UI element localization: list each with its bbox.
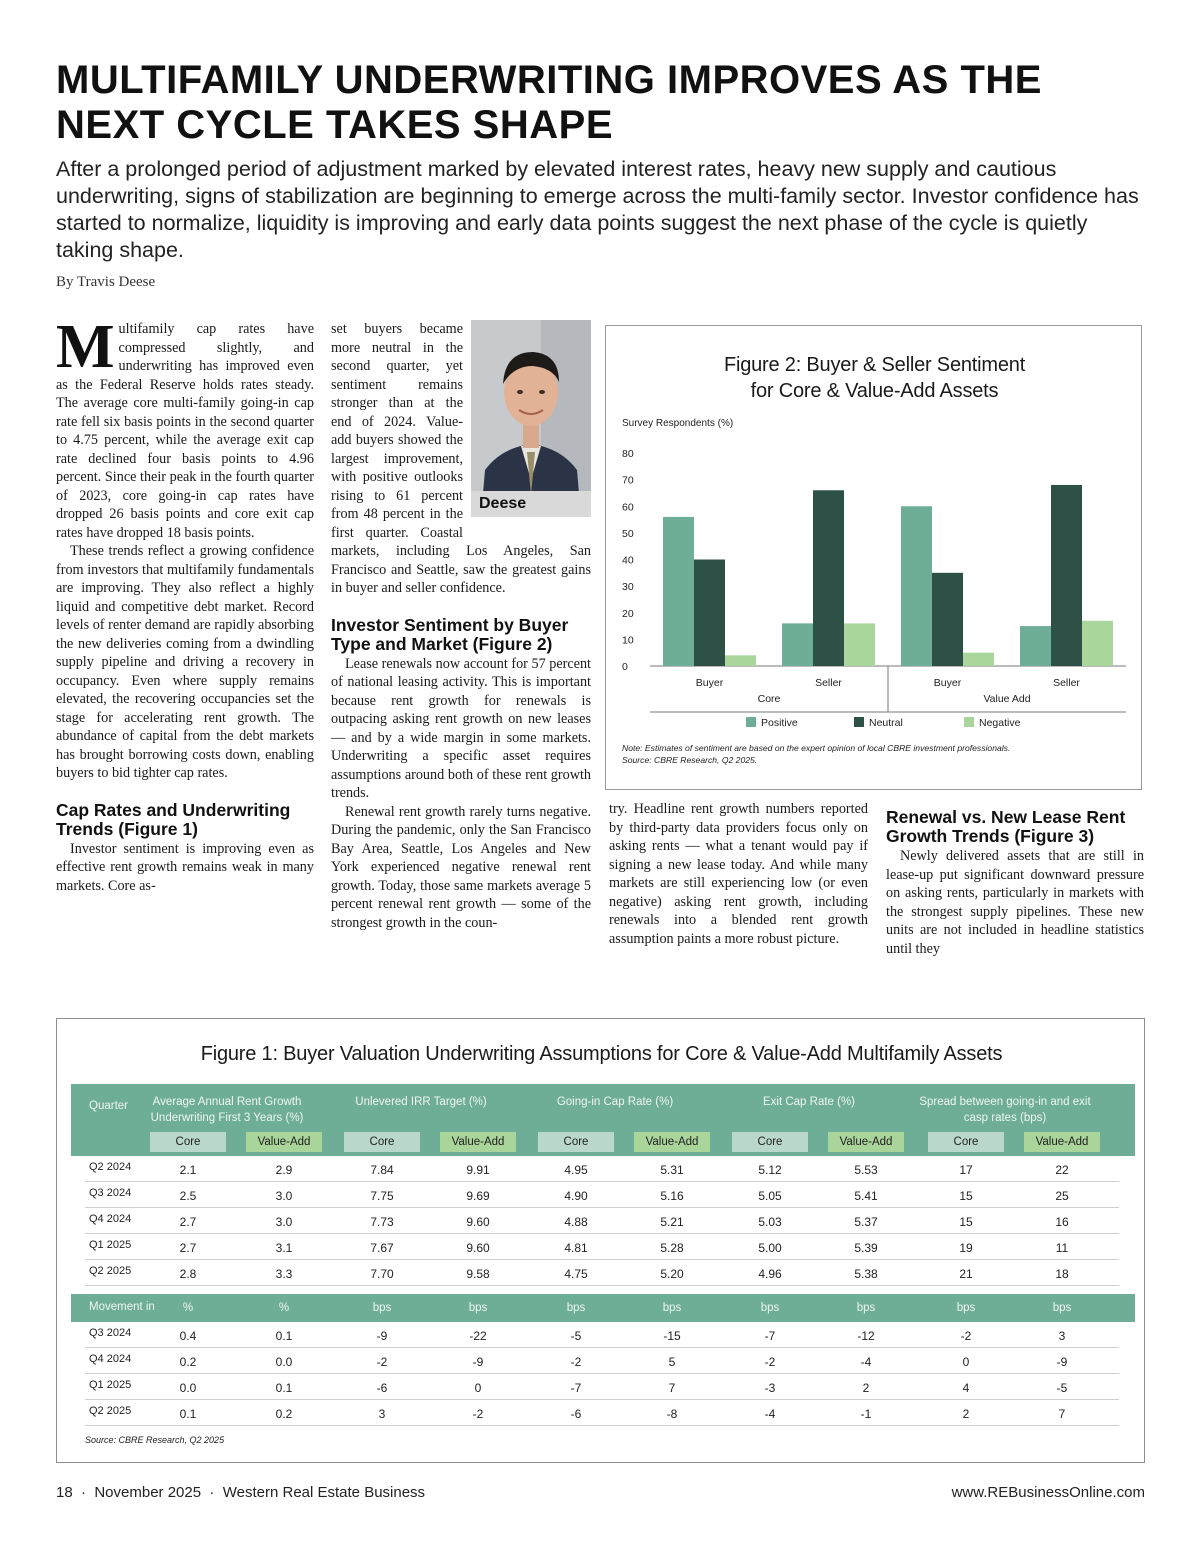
y-tick-label: 30: [622, 581, 634, 594]
table-cell: -1: [860, 1407, 872, 1421]
table-cell: -9: [472, 1355, 484, 1369]
header-value-add: Value-Add: [246, 1132, 322, 1152]
table-cell: 2: [862, 1381, 870, 1395]
table-cell: 9.91: [466, 1163, 490, 1177]
x-tick-label: Buyer: [695, 677, 724, 689]
paragraph-4: Lease renewals now account for 57 percent of national leasing activity. This is important because rent growth for renewals is outpacing asking rent growth on new leases — and by a wide margin in some markets. Underwriting a specific asset requires assumptions around both of these rent growth trends.: [331, 655, 591, 801]
table-cell: 25: [1055, 1189, 1069, 1203]
column-4: [886, 808, 1144, 958]
movement-unit: bps: [566, 1302, 586, 1314]
row-quarter: Q3 2024: [89, 1327, 132, 1339]
legend-swatch-neutral: [854, 717, 864, 727]
table-cell: 5.05: [758, 1189, 782, 1203]
table-cell: -5: [570, 1329, 582, 1343]
movement-header: [71, 1294, 1135, 1322]
table-cell: -15: [663, 1329, 681, 1343]
table-cell: 0.1: [179, 1407, 197, 1421]
movement-unit: bps: [662, 1302, 682, 1314]
x-tick-label: Buyer: [933, 677, 962, 689]
table-cell: 3.1: [275, 1241, 293, 1255]
y-tick-label: 20: [622, 607, 634, 620]
underwriting-table: [71, 1084, 1135, 1426]
y-tick-label: 10: [622, 634, 634, 647]
table-cell: -12: [857, 1329, 875, 1343]
table-cell: 17: [959, 1163, 973, 1177]
legend-swatch-negative: [964, 717, 974, 727]
table-cell: 5.16: [660, 1189, 684, 1203]
bar-positive-1: [663, 517, 694, 666]
table-cell: 3: [378, 1407, 386, 1421]
table-cell: -7: [764, 1329, 776, 1343]
subhead-renewal: Renewal vs. New Lease Rent Growth Trends (Figure 3): [886, 807, 1126, 846]
table-cell: -2: [960, 1329, 972, 1343]
table-cell: 9.58: [466, 1267, 490, 1281]
row-quarter: Q1 2025: [89, 1239, 132, 1251]
table-cell: 2: [962, 1407, 970, 1421]
dropcap: M: [56, 313, 115, 381]
table-cell: 2.9: [275, 1163, 293, 1177]
byline: By Travis Deese: [56, 274, 156, 290]
movement-unit: bps: [956, 1302, 976, 1314]
figure-2-chart: [605, 325, 1142, 790]
table-cell: 15: [959, 1189, 973, 1203]
table-cell: -6: [570, 1407, 582, 1421]
table-cell: -22: [469, 1329, 487, 1343]
bar-neutral-3: [932, 573, 963, 666]
bar-positive-4: [1020, 626, 1051, 666]
bar-neutral-4: [1051, 485, 1082, 666]
movement-unit: %: [278, 1302, 290, 1314]
row-quarter: Q2 2025: [89, 1265, 132, 1277]
header-core: Core: [732, 1132, 808, 1152]
paragraph-5: Renewal rent growth rarely turns negative. During the pandemic, only the San Francisco Bay Area, Seattle, Los Angeles and New York experienced negative renewal rent growth. Today, those same markets average 5 percent renewal rent growth — some of the strongest growth in the coun-: [331, 803, 591, 931]
author-photo: [471, 320, 591, 517]
table-cell: 0.1: [275, 1329, 293, 1343]
column-1: [56, 313, 314, 895]
paragraph-5-continued: try. Headline rent growth numbers reported by third-party data providers focus only on asking rents — what a tenant would pay if signing a new lease today. And while many markets are still experiencing low (or even negative) asking rent growth, including renewals into a blended rent growth assumption paints a more robust picture.: [609, 801, 868, 947]
header-group: Spread between going-in and exit casp rates (bps): [919, 1096, 1091, 1124]
table-cell: 19: [959, 1241, 973, 1255]
table-row: [71, 1234, 1135, 1260]
table-cell: 5: [668, 1355, 676, 1369]
table-row: [71, 1374, 1135, 1400]
table-cell: 5.37: [854, 1215, 878, 1229]
table-cell: 3.0: [275, 1215, 293, 1229]
bar-neutral-1: [694, 560, 725, 667]
footer-url[interactable]: www.REBusinessOnline.com: [951, 1484, 1145, 1501]
chart-plot: [606, 326, 1143, 791]
table-cell: 0.2: [275, 1407, 293, 1421]
group-label: Core: [757, 693, 781, 705]
table-cell: 0.1: [275, 1381, 293, 1395]
table-cell: 18: [1055, 1267, 1069, 1281]
row-quarter: Q2 2024: [89, 1161, 132, 1173]
portrait-image: [471, 320, 591, 517]
x-tick-label: Seller: [815, 677, 842, 689]
header-group: Unlevered IRR Target (%): [355, 1096, 487, 1108]
bar-negative-2: [844, 623, 875, 666]
table-cell: 0.4: [179, 1329, 197, 1343]
deck: After a prolonged period of adjustment marked by elevated interest rates, heavy new supply and cautious underwriting, signs of stabilization are beginning to emerge across the multi-family sector. Investor confidence has started to normalize, liquidity is improving and early data points suggest the next phase of the cycle is quietly taking shape.: [56, 157, 1139, 262]
table-cell: -2: [376, 1355, 388, 1369]
table-cell: 4.96: [758, 1267, 782, 1281]
table-cell: 7.75: [370, 1189, 394, 1203]
row-divider: [85, 1285, 1119, 1286]
table-cell: 4.75: [564, 1267, 588, 1281]
footer-left: 18 · November 2025 · Western Real Estate Business: [56, 1484, 426, 1501]
paragraph-3: Investor sentiment is improving even as effective rent growth remains weak in many markets. Core as-: [56, 840, 314, 894]
table-cell: 5.12: [758, 1163, 782, 1177]
header-quarter: Quarter: [89, 1100, 128, 1112]
table-cell: 4: [962, 1381, 970, 1395]
y-tick-label: 40: [622, 554, 634, 567]
table-cell: 5.31: [660, 1163, 684, 1177]
row-quarter: Q4 2024: [89, 1353, 132, 1365]
bar-neutral-2: [813, 490, 844, 666]
movement-unit: bps: [372, 1302, 392, 1314]
table-cell: 5.39: [854, 1241, 878, 1255]
y-tick-label: 70: [622, 474, 634, 487]
paragraph-6: Newly delivered assets that are still in lease-up put significant downward pressure on asking rents, particularly in markets with the strongest supply pipelines. These new units are not included in headline statistics until they: [886, 848, 1144, 957]
row-quarter: Q3 2024: [89, 1187, 132, 1199]
table-cell: 7.70: [370, 1267, 394, 1281]
movement-unit: bps: [856, 1302, 876, 1314]
table-cell: 11: [1055, 1241, 1069, 1255]
table-cell: 5.03: [758, 1215, 782, 1229]
headline: MULTIFAMILY UNDERWRITING IMPROVES AS THE NEXT CYCLE TAKES SHAPE: [56, 58, 1042, 147]
y-tick-label: 60: [622, 501, 634, 514]
chart-title-line-2: for Core & Value-Add Assets: [750, 380, 999, 402]
legend-label-neutral: Neutral: [869, 717, 903, 729]
table-cell: -7: [570, 1381, 582, 1395]
table-cell: 0: [962, 1355, 970, 1369]
movement-unit: bps: [760, 1302, 780, 1314]
table-cell: -6: [376, 1381, 388, 1395]
header-value-add: Value-Add: [1024, 1132, 1100, 1152]
table-row: [71, 1182, 1135, 1208]
legend-label-positive: Positive: [761, 717, 798, 729]
subhead-cap-rates: Cap Rates and Underwriting Trends (Figure 1): [56, 799, 291, 839]
chart-title-line-1: Figure 2: Buyer & Seller Sentiment: [723, 354, 1026, 376]
subhead-investor-sentiment: Investor Sentiment by Buyer Type and Market (Figure 2): [331, 614, 569, 654]
header-group: Average Annual Rent Growth Underwriting First 3 Years (%): [150, 1096, 304, 1124]
header-group: Going-in Cap Rate (%): [556, 1096, 674, 1108]
table-cell: 5.41: [854, 1189, 878, 1203]
table-cell: -2: [472, 1407, 484, 1421]
table-cell: 4.81: [564, 1241, 588, 1255]
table-cell: -5: [1056, 1381, 1068, 1395]
table-cell: 4.88: [564, 1215, 588, 1229]
table-cell: -9: [376, 1329, 388, 1343]
movement-label: Movement in: [89, 1301, 155, 1313]
table-cell: 2.8: [179, 1267, 197, 1281]
movement-unit: bps: [1052, 1302, 1072, 1314]
table-cell: 5.53: [854, 1163, 878, 1177]
table-cell: 5.38: [854, 1267, 878, 1281]
table-cell: 3.0: [275, 1189, 293, 1203]
table-row: [71, 1260, 1135, 1286]
row-quarter: Q1 2025: [89, 1379, 132, 1391]
table-cell: 2.7: [179, 1241, 197, 1255]
table-cell: -2: [764, 1355, 776, 1369]
table-cell: 2.1: [179, 1163, 197, 1177]
legend-swatch-positive: [746, 717, 756, 727]
paragraph-3-continued: set buyers became more neutral in the second quarter, yet sentiment remains stronger than at the end of 2024. Value-add buyers showed the largest improvement, with positive outlooks rising to 61 percent from 48 percent in the first quarter. Coastal markets, including Los Angeles, San Francisco and Seattle, saw the greatest gains in buyer and seller confidence.: [331, 321, 591, 596]
table-cell: 0: [474, 1381, 482, 1395]
table-cell: 0.0: [179, 1381, 197, 1395]
movement-unit: %: [182, 1302, 194, 1314]
table-cell: 7: [668, 1381, 676, 1395]
table-cell: 9.60: [466, 1241, 490, 1255]
table-cell: -9: [1056, 1355, 1068, 1369]
table-cell: -4: [860, 1355, 872, 1369]
header-core: Core: [344, 1132, 420, 1152]
header-core: Core: [150, 1132, 226, 1152]
y-tick-label: 80: [622, 448, 634, 460]
chart-source-text: Source: CBRE Research, Q2 2025.: [622, 755, 758, 765]
header-value-add: Value-Add: [634, 1132, 710, 1152]
bar-negative-4: [1082, 621, 1113, 666]
table-cell: 7.67: [370, 1241, 394, 1255]
bar-negative-1: [725, 655, 756, 666]
table-cell: 2.7: [179, 1215, 197, 1229]
table-cell: 9.69: [466, 1189, 490, 1203]
table-cell: -2: [570, 1355, 582, 1369]
table-title: Figure 1: Buyer Valuation Underwriting Assumptions for Core & Value-Add Multifamily Assets: [200, 1043, 1003, 1065]
legend-label-negative: Negative: [979, 717, 1021, 729]
header-group: Exit Cap Rate (%): [762, 1096, 856, 1108]
table-row: [71, 1348, 1135, 1374]
row-quarter: Q4 2024: [89, 1213, 132, 1225]
bar-negative-3: [963, 653, 994, 666]
table-row: [71, 1400, 1135, 1426]
table-cell: 5.21: [660, 1215, 684, 1229]
header-core: Core: [928, 1132, 1004, 1152]
table-row: [71, 1208, 1135, 1234]
group-label: Value Add: [983, 693, 1031, 705]
table-cell: 16: [1055, 1215, 1069, 1229]
table-source: Source: CBRE Research, Q2 2025: [85, 1435, 225, 1445]
table-cell: 0.0: [275, 1355, 293, 1369]
photo-caption: Deese: [471, 491, 591, 517]
table-cell: 4.90: [564, 1189, 588, 1203]
header-value-add: Value-Add: [828, 1132, 904, 1152]
table-cell: 15: [959, 1215, 973, 1229]
chart-note-text: Note: Estimates of sentiment are based on the expert opinion of local CBRE investment professionals.: [622, 743, 1011, 753]
bar-positive-2: [782, 623, 813, 666]
table-cell: 7.84: [370, 1163, 394, 1177]
table-header: [71, 1084, 1135, 1156]
row-divider: [85, 1425, 1119, 1426]
table-cell: -3: [764, 1381, 776, 1395]
table-cell: 5.20: [660, 1267, 684, 1281]
table-cell: -4: [764, 1407, 776, 1421]
page-footer: [56, 1484, 1145, 1501]
table-cell: 4.95: [564, 1163, 588, 1177]
table-cell: -8: [666, 1407, 678, 1421]
header-core: Core: [538, 1132, 614, 1152]
movement-unit: bps: [468, 1302, 488, 1314]
table-cell: 0.2: [179, 1355, 197, 1369]
table-cell: 7: [1058, 1407, 1066, 1421]
table-cell: 2.5: [179, 1189, 197, 1203]
table-row: [71, 1156, 1135, 1182]
table-cell: 9.60: [466, 1215, 490, 1229]
table-cell: 22: [1055, 1163, 1069, 1177]
table-cell: 21: [959, 1267, 973, 1281]
table-row: [71, 1322, 1135, 1348]
y-tick-label: 50: [622, 527, 634, 540]
chart-note: [622, 742, 1010, 766]
header-value-add: Value-Add: [440, 1132, 516, 1152]
paragraph-2: These trends reflect a growing confidence from investors that multifamily fundamentals are improving. They also reflect a highly liquid and competitive debt market. Record levels of renter demand are rapidly absorbing the new deliveries coming from a dwindling supply pipeline and driving a recovery in occupancy. Even where supply remains elevated, the recovering occupancies set the stage for accelerating rent growth. The abundance of capital from the debt markets has brought borrowing costs down, enabling buyers to bid tighter cap rates.: [56, 543, 314, 781]
row-quarter: Q2 2025: [89, 1405, 132, 1417]
x-tick-label: Seller: [1053, 677, 1080, 689]
figure-1-table: [56, 1018, 1145, 1463]
bar-positive-3: [901, 506, 932, 666]
table-cell: 3: [1058, 1329, 1066, 1343]
table-cell: 5.00: [758, 1241, 782, 1255]
table-cell: 5.28: [660, 1241, 684, 1255]
paragraph-1: Multifamily cap rates have compressed slightly, and underwriting has improved even as the Federal Reserve holds rates steady. The average core multi-family going-in cap rate fell six basis points in the second quarter to 4.75 percent, while the average exit cap rate declined four basis points to 4.96 percent. Since their peak in the fourth quarter of 2023, core going-in cap rates have dropped 26 basis points and core exit cap rates have dropped 18 basis points.: [56, 313, 314, 541]
y-tick-label: 0: [622, 661, 628, 673]
table-cell: 7.73: [370, 1215, 394, 1229]
column-3: [609, 800, 868, 948]
table-cell: 3.3: [275, 1267, 293, 1281]
column-2: [331, 320, 591, 932]
chart-y-axis-label: Survey Respondents (%): [622, 418, 734, 429]
